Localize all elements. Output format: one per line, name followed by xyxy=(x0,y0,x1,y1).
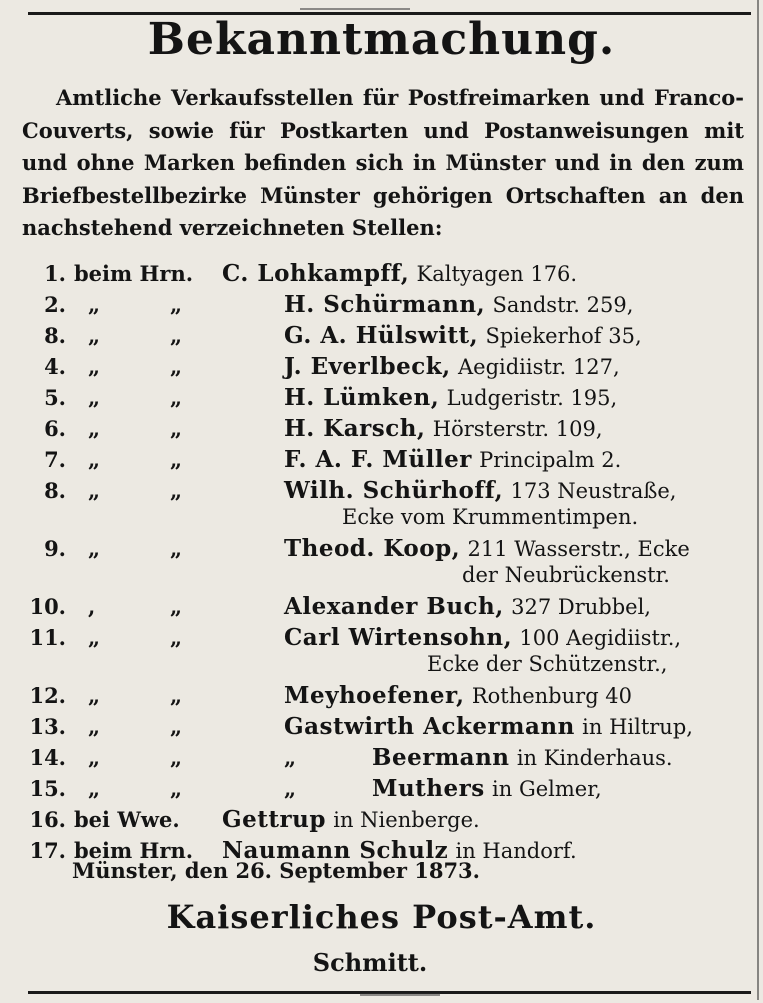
entry-number: 10. xyxy=(29,594,66,619)
vendor-name: Alexander Buch, xyxy=(284,593,504,620)
ditto-mark: „ xyxy=(88,745,101,770)
entry-number: 9. xyxy=(44,536,66,561)
list-item xyxy=(22,804,752,835)
ditto-mark: „ xyxy=(88,416,101,441)
vendor-address: Sandstr. 259, xyxy=(492,293,634,317)
ditto-mark: „ xyxy=(88,354,101,379)
list-item xyxy=(22,444,752,475)
issuing-office: Kaiserliches Post-Amt. xyxy=(166,898,597,936)
ditto-mark: „ xyxy=(170,385,183,410)
entry-vendor xyxy=(284,591,651,623)
list-item xyxy=(22,289,752,320)
vendor-address: in Handorf. xyxy=(455,839,577,863)
entry-vendor xyxy=(284,351,620,383)
entry-number: 11. xyxy=(29,625,66,650)
ditto-mark: „ xyxy=(170,478,183,503)
vendor-name: Meyhoefener, xyxy=(284,682,465,709)
vendor-address-continued: Ecke vom Krummentimpen. xyxy=(342,505,639,529)
list-item xyxy=(22,591,752,622)
ditto-mark: „ xyxy=(88,776,101,801)
ditto-mark: „ xyxy=(88,292,101,317)
list-item xyxy=(22,351,752,382)
vendor-address: Aegidiistr. 127, xyxy=(457,355,620,379)
entry-number: 12. xyxy=(29,683,66,708)
ditto-mark: „ xyxy=(88,478,101,503)
vendor-name: G. A. Hülswitt, xyxy=(284,322,479,349)
ditto-mark: , xyxy=(88,594,96,619)
notice-intro: Amtliche Verkaufsstellen für Postfreimarken und Franco-Couverts, sowie für Postkarten und Postanweisungen mit und ohne Marken befinden sich in Münster und in den zum Briefbestellbezirke Münster gehörigen Ortschaften an den nachstehend verzeichneten Stellen: xyxy=(22,85,744,240)
ditto-mark: „ xyxy=(170,776,183,801)
vendor-name: Muthers xyxy=(372,775,485,802)
list-item xyxy=(22,413,752,444)
entry-vendor xyxy=(222,804,480,836)
vendor-name: H. Lümken, xyxy=(284,384,440,411)
vendor-name: Carl Wirtensohn, xyxy=(284,624,513,651)
entry-number: 17. xyxy=(29,838,66,863)
vendor-address: in Gelmer, xyxy=(492,777,602,801)
column-edge xyxy=(757,0,759,1000)
vendor-address: 327 Drubbel, xyxy=(511,595,651,619)
ditto-mark: „ xyxy=(284,776,297,801)
ditto-mark: „ xyxy=(88,385,101,410)
entry-vendor xyxy=(284,382,617,414)
ditto-mark: „ xyxy=(170,447,183,472)
entry-number: 8. xyxy=(44,323,66,348)
ditto-mark: „ xyxy=(88,323,101,348)
vendor-name: Theod. Koop, xyxy=(284,535,461,562)
vendor-address: 173 Neustraße, xyxy=(510,479,677,503)
ditto-mark: „ xyxy=(88,447,101,472)
entry-vendor xyxy=(284,444,621,476)
entry-number: 16. xyxy=(29,807,66,832)
vendor-name: Gettrup xyxy=(222,806,326,833)
entry-number: 6. xyxy=(44,416,66,441)
entry-vendor xyxy=(284,413,603,445)
entry-number: 13. xyxy=(29,714,66,739)
entry-number: 5. xyxy=(44,385,66,410)
entry-vendor xyxy=(372,742,673,774)
ditto-mark: „ xyxy=(170,683,183,708)
vendor-name: Naumann Schulz xyxy=(222,837,449,864)
vendor-name: H. Karsch, xyxy=(284,415,426,442)
entry-number: 1. xyxy=(44,261,66,286)
vendor-address: 100 Aegidiistr., xyxy=(519,626,682,650)
ditto-mark: „ xyxy=(88,714,101,739)
date-line: Münster, den 26. September 1873. xyxy=(72,858,480,883)
vendor-address: Principalm 2. xyxy=(479,448,622,472)
entry-vendor xyxy=(372,773,602,805)
ditto-mark: „ xyxy=(88,683,101,708)
list-item xyxy=(22,622,752,680)
ditto-mark: „ xyxy=(170,745,183,770)
ditto-mark: „ xyxy=(170,354,183,379)
notice-title: Bekanntmachung. xyxy=(147,14,616,65)
ditto-mark: „ xyxy=(170,625,183,650)
entry-number: 14. xyxy=(29,745,66,770)
entry-prefix: bei Wwe. xyxy=(74,807,180,832)
previous-column-remnant xyxy=(300,0,410,10)
entry-vendor xyxy=(284,320,642,352)
list-item xyxy=(22,382,752,413)
entry-prefix: beim Hrn. xyxy=(74,261,194,286)
entry-vendor xyxy=(284,289,633,321)
ditto-mark: „ xyxy=(88,536,101,561)
list-item xyxy=(22,258,752,289)
vendor-address: 211 Wasserstr., Ecke xyxy=(467,537,690,561)
list-item xyxy=(22,320,752,351)
vendor-address: in Hiltrup, xyxy=(582,715,693,739)
vendor-name: J. Everlbeck, xyxy=(284,353,451,380)
vendor-address-continued: der Neubrückenstr. xyxy=(462,563,670,587)
entry-vendor xyxy=(284,711,693,743)
vendor-address: in Nienberge. xyxy=(333,808,480,832)
entry-number: 2. xyxy=(44,292,66,317)
ditto-mark: „ xyxy=(170,536,183,561)
ditto-mark: „ xyxy=(170,594,183,619)
vendor-name: C. Lohkampff, xyxy=(222,260,410,287)
signature: Schmitt. xyxy=(312,948,428,977)
list-item xyxy=(22,711,752,742)
vendor-name: F. A. F. Müller xyxy=(284,446,472,473)
vendor-name: Beermann xyxy=(372,744,510,771)
vendor-address: Hörsterstr. 109, xyxy=(432,417,603,441)
vendor-list xyxy=(22,258,752,866)
list-item xyxy=(22,742,752,773)
vendor-address: in Kinderhaus. xyxy=(516,746,673,770)
next-column-remnant xyxy=(360,993,440,1003)
entry-number: 15. xyxy=(29,776,66,801)
entry-number: 7. xyxy=(44,447,66,472)
ditto-mark: „ xyxy=(170,416,183,441)
ditto-mark: „ xyxy=(170,714,183,739)
entry-vendor xyxy=(284,680,632,712)
ditto-mark: „ xyxy=(170,292,183,317)
vendor-name: Gastwirth Ackermann xyxy=(284,713,575,740)
entry-number: 4. xyxy=(44,354,66,379)
vendor-address: Spiekerhof 35, xyxy=(485,324,642,348)
list-item xyxy=(22,533,752,591)
vendor-name: H. Schürmann, xyxy=(284,291,486,318)
entry-prefix: beim Hrn. xyxy=(74,838,194,863)
vendor-address: Rothenburg 40 xyxy=(471,684,633,708)
list-item xyxy=(22,680,752,711)
ditto-mark: „ xyxy=(170,323,183,348)
list-item xyxy=(22,773,752,804)
entry-number: 8. xyxy=(44,478,66,503)
vendor-name: Wilh. Schürhoff, xyxy=(284,477,504,504)
ditto-mark: „ xyxy=(284,745,297,770)
ditto-mark: „ xyxy=(88,625,101,650)
vendor-address: Kaltyagen 176. xyxy=(416,262,578,286)
vendor-address: Ludgeristr. 195, xyxy=(446,386,618,410)
entry-vendor xyxy=(222,258,577,290)
vendor-address-continued: Ecke der Schützenstr., xyxy=(427,652,668,676)
list-item xyxy=(22,475,752,533)
